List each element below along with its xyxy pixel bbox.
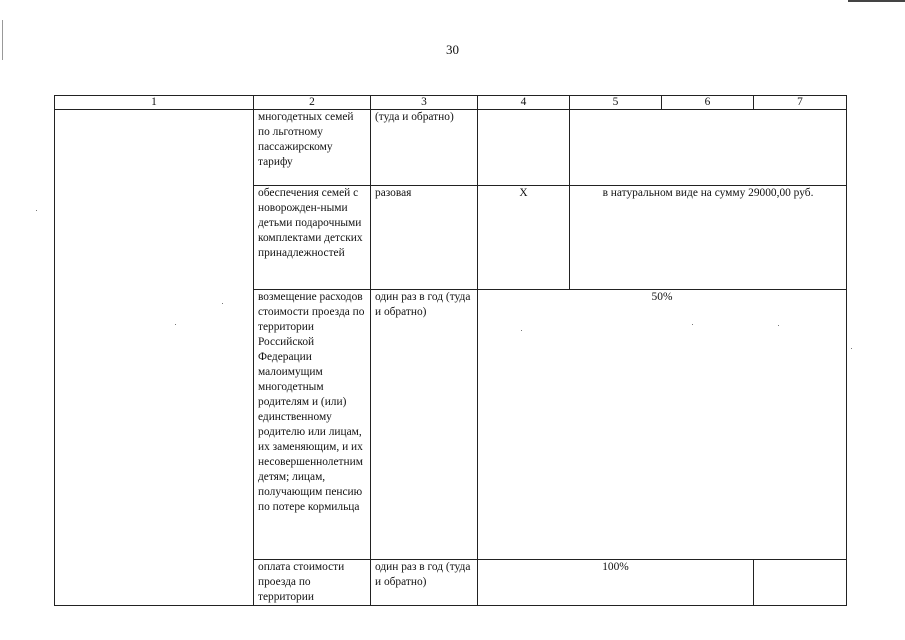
- page-number: 30: [446, 42, 459, 57]
- value-cell: 50%: [478, 290, 847, 560]
- frequency-cell: разовая: [371, 186, 478, 290]
- value-cell: [570, 110, 847, 186]
- benefit-name-cell: многодетных семей по льготному пассажирскому тарифу: [254, 110, 371, 186]
- column-header: 3: [371, 96, 478, 110]
- benefit-name-cell: оплата стоимости проезда по территории: [254, 560, 371, 606]
- value-cell: Х: [478, 186, 570, 290]
- edge-mark-top-right: [848, 0, 905, 2]
- column-header: 4: [478, 96, 570, 110]
- benefit-name-cell: обеспечения семей с новорожден-ными детьми подарочными комплектами детских принадлежностей: [254, 186, 371, 290]
- scan-speck: [851, 348, 852, 349]
- value-cell: 100%: [478, 560, 754, 606]
- frequency-cell: один раз в год (туда и обратно): [371, 290, 478, 560]
- column-header: 1: [55, 96, 254, 110]
- column-header: 5: [570, 96, 662, 110]
- column-header: 7: [754, 96, 847, 110]
- value-cell: [478, 110, 570, 186]
- category-cell: [55, 110, 254, 606]
- value-cell: [754, 560, 847, 606]
- table-row: [55, 110, 847, 186]
- benefit-name-cell: возмещение расходов стоимости проезда по территории Российской Федерации малоимущим многодетным родителям и (или) единственному родителю или лицам, их заменяющим, и их несовершеннолетним детям; лицам, получающим пенсию по потере кормильца: [254, 290, 371, 560]
- frequency-cell: (туда и обратно): [371, 110, 478, 186]
- column-header: 6: [662, 96, 754, 110]
- value-cell: в натуральном виде на сумму 29000,00 руб.: [570, 186, 847, 290]
- frequency-cell: один раз в год (туда и обратно): [371, 560, 478, 606]
- table-header-row: [55, 96, 847, 110]
- scan-speck: [36, 210, 37, 211]
- column-header: 2: [254, 96, 371, 110]
- benefits-table: [54, 95, 847, 606]
